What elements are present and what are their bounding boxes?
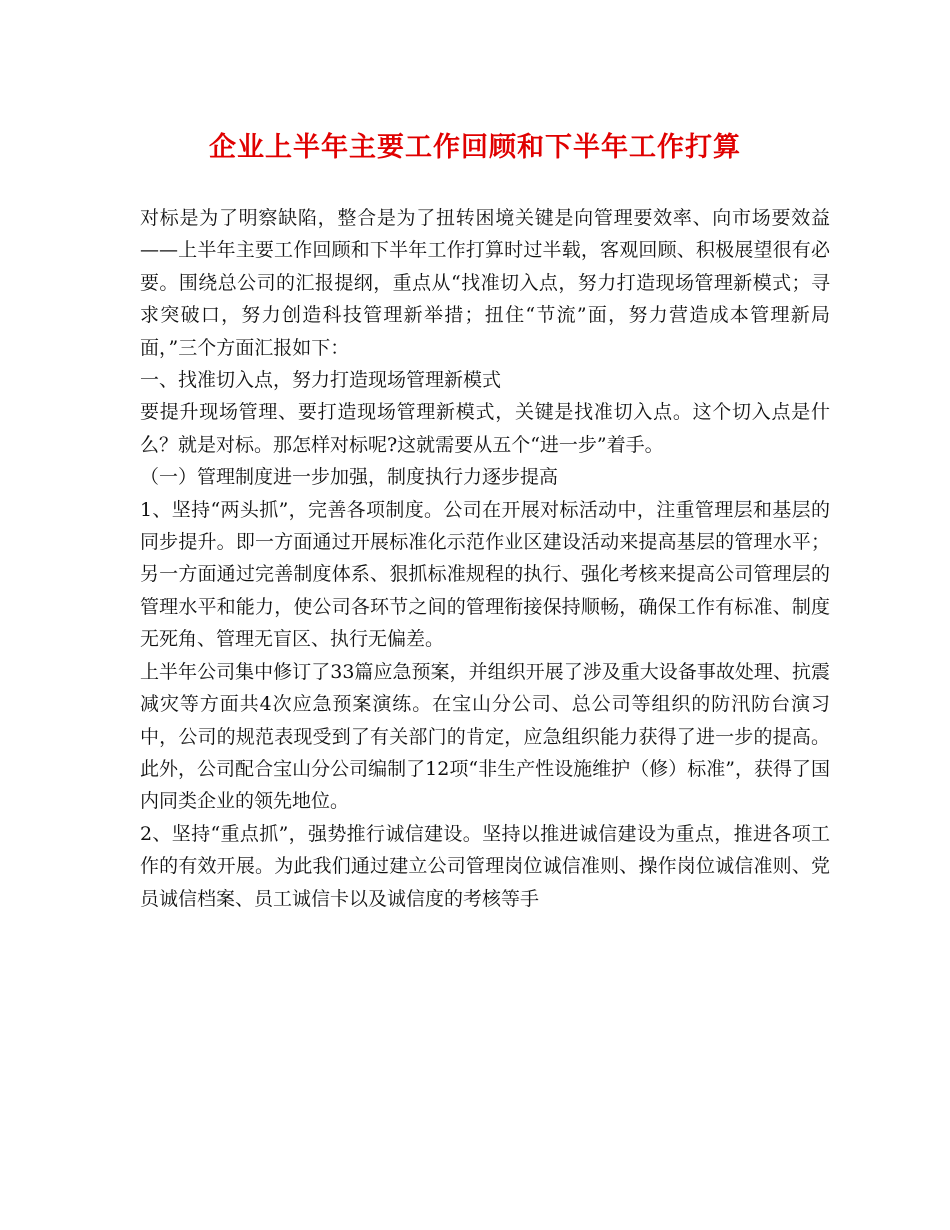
paragraph-section-1-intro: 要提升现场管理、要打造现场管理新模式，关键是找准切入点。这个切入点是什么？就是对标。那怎样对标呢?这就需要从五个“进一步”着手。	[140, 401, 830, 456]
paragraph-intro: 对标是为了明察缺陷，整合是为了扭转困境关键是向管理要效率、向市场要效益——上半年主要工作回顾和下半年工作打算时过半载，客观回顾、积极展望很有必要。围绕总公司的汇报提纲，重点从“找准切入点，努力打造现场管理新模式；寻求突破口，努力创造科技管理新举措；扭住“节流”面，努力营造成本管理新局面，”三个方面汇报如下：	[140, 207, 830, 359]
section-heading-1: 一、找准切入点，努力打造现场管理新模式	[140, 369, 502, 392]
document-body	[140, 202, 830, 915]
document-title: 企业上半年主要工作回顾和下半年工作打算	[209, 132, 741, 163]
subsection-heading-1: （一）管理制度进一步加强，制度执行力逐步提高	[140, 466, 559, 489]
paragraph-item-2: 2、坚持“重点抓”，强势推行诚信建设。坚持以推进诚信建设为重点，推进各项工作的有效开展。为此我们通过建立公司管理岗位诚信准则、操作岗位诚信准则、党员诚信档案、员工诚信卡以及诚信度的考核等手	[140, 822, 830, 910]
paragraph-item-1-detail: 上半年公司集中修订了33篇应急预案，并组织开展了涉及重大设备事故处理、抗震减灾等方面共4次应急预案演练。在宝山分公司、总公司等组织的防汛防台演习中，公司的规范表现受到了有关部门的肯定，应急组织能力获得了进一步的提高。此外，公司配合宝山分公司编制了12项“非生产性设施维护（修）标准”，获得了国内同类企业的领先地位。	[140, 660, 830, 813]
paragraph-item-1: 1、坚持“两头抓”，完善各项制度。公司在开展对标活动中，注重管理层和基层的同步提升。即一方面通过开展标准化示范作业区建设活动来提高基层的管理水平；另一方面通过完善制度体系、狠抓标准规程的执行、强化考核来提高公司管理层的管理水平和能力，使公司各环节之间的管理衔接保持顺畅，确保工作有标准、制度无死角、管理无盲区、执行无偏差。	[140, 498, 830, 651]
